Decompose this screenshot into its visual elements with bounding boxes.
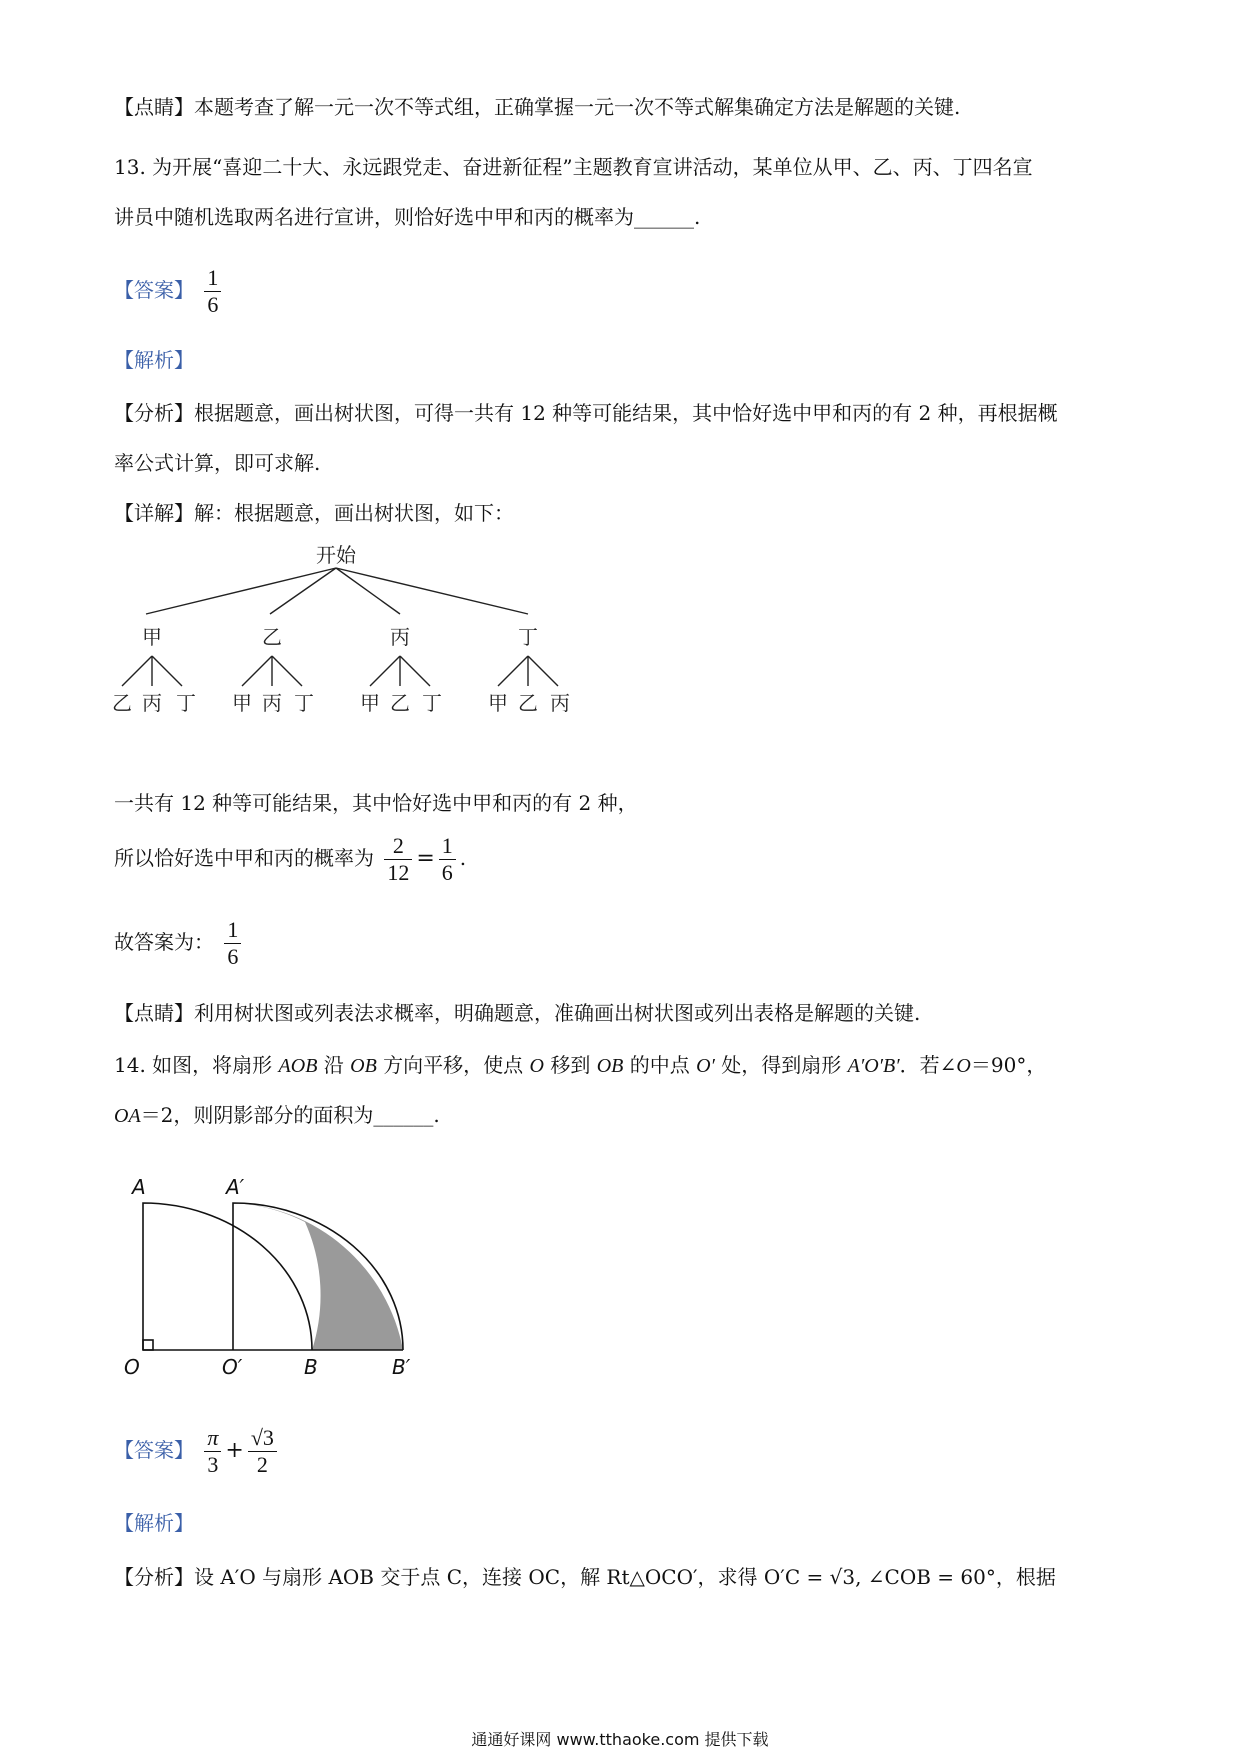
tree-l2: 丁 — [294, 691, 314, 715]
q13-answer-fraction — [204, 265, 221, 318]
detail-text: 解：根据题意，画出树状图，如下： — [194, 501, 514, 525]
footer: 通通好课网 www.tthaoke.com 提供下载 — [471, 1730, 769, 1749]
label-b: B — [304, 1355, 318, 1379]
tag-detail: 【详解】 — [114, 501, 194, 525]
frac-numerator: 1 — [204, 265, 221, 292]
tree-l2: 甲 — [360, 691, 380, 715]
math-o: O — [529, 1055, 544, 1077]
result2-prefix: 所以恰好选中甲和丙的概率为 — [114, 846, 374, 870]
stem-text: 处，得到扇形 — [714, 1053, 848, 1077]
sector-aob — [143, 1203, 312, 1350]
stem-text: ＝2，则阴影部分的面积为______. — [140, 1103, 440, 1127]
tag-answer: 【答案】 — [114, 278, 194, 302]
tree-l1-4: 丁 — [518, 625, 538, 649]
q13-detail-line — [114, 498, 514, 528]
dianjing-line-1 — [114, 92, 960, 122]
tree-l1-2: 乙 — [262, 625, 282, 649]
frac-denominator: 3 — [207, 1452, 219, 1477]
dianjing-text: 利用树状图或列表法求概率，明确题意，准确画出树状图或列出表格是解题的关键. — [194, 1001, 921, 1025]
fenxi-text-1: 根据题意，画出树状图，可得一共有 12 种等可能结果，其中恰好选中甲和丙的有 2 种，再根据概 — [194, 401, 1058, 425]
tree-l1-3: 丙 — [390, 625, 410, 649]
tree-l2: 甲 — [488, 691, 508, 715]
right-angle-mark — [143, 1340, 153, 1350]
frac-denominator: 12 — [387, 860, 410, 885]
math-ob: OB — [350, 1055, 377, 1077]
sector-figure — [110, 1150, 450, 1380]
frac-denominator: 6 — [441, 860, 453, 885]
final-prefix: 故答案为： — [114, 930, 214, 954]
q13-final-answer — [114, 912, 245, 972]
q14-fenxi-line — [114, 1562, 1056, 1592]
tree-l2: 乙 — [518, 691, 538, 715]
frac-denominator: 6 — [227, 944, 239, 969]
q13-fenxi-line-2: 率公式计算，即可求解. — [114, 451, 321, 475]
result2-suffix: . — [459, 846, 467, 870]
dianjing-text: 本题考查了解一元一次不等式组，正确掌握一元一次不等式解集确定方法是解题的关键. — [194, 95, 961, 119]
q13-result-line-1: 一共有 12 种等可能结果，其中恰好选中甲和丙的有 2 种， — [114, 791, 638, 815]
frac-numerator: 1 — [439, 833, 456, 860]
tag-fenxi: 【分析】 — [114, 401, 194, 425]
frac-numerator: 1 — [224, 917, 241, 944]
frac-numerator: √3 — [248, 1425, 277, 1452]
stem-text: 14. 如图，将扇形 — [114, 1053, 279, 1077]
equals-sign: = — [416, 846, 435, 871]
math-oa: OA — [114, 1105, 141, 1127]
stem-text: 移到 — [543, 1053, 597, 1077]
frac-numerator: π — [204, 1425, 221, 1452]
tree-l2: 甲 — [232, 691, 252, 715]
label-a-prime: A′ — [226, 1175, 245, 1199]
fenxi-text: 设 A′O 与扇形 AOB 交于点 C，连接 OC，解 Rt△OCO′，求得 O′C = √3, ∠COB = 60°，根据 — [194, 1565, 1056, 1589]
frac-denominator: 6 — [207, 292, 219, 317]
q14-stem-line-2 — [114, 1100, 440, 1131]
tag-dianjing: 【点睛】 — [114, 95, 194, 119]
q13-result-line-2 — [114, 828, 466, 889]
tree-root: 开始 — [316, 543, 356, 567]
q13-stem-line-1: 13. 为开展“喜迎二十大、永远跟党走、奋进新征程”主题教育宣讲活动，某单位从甲、乙、丙、丁四名宣 — [114, 155, 1033, 179]
tree-l2: 乙 — [390, 691, 410, 715]
tree-l2: 丙 — [142, 691, 162, 715]
tree-l2: 丁 — [176, 691, 196, 715]
fraction-2-12 — [384, 833, 412, 886]
tag-answer: 【答案】 — [114, 1438, 194, 1462]
q14-analysis-tag: 【解析】 — [114, 1511, 194, 1535]
stem-text: ．若∠ — [899, 1053, 957, 1077]
plus-sign: + — [225, 1438, 244, 1463]
label-b-prime: B′ — [392, 1355, 411, 1379]
tree-l2: 乙 — [112, 691, 132, 715]
q13-dianjing-line — [114, 998, 920, 1028]
math-aob: AOB — [278, 1055, 318, 1077]
stem-text: ＝90°， — [970, 1053, 1047, 1077]
frac-denominator: 2 — [256, 1452, 268, 1477]
math-aob-prime: A′O′B′ — [847, 1055, 900, 1077]
stem-text: 沿 — [317, 1053, 351, 1077]
stem-text: 方向平移，使点 — [376, 1053, 530, 1077]
tag-fenxi: 【分析】 — [114, 1565, 194, 1589]
answer-fraction-pi — [204, 1425, 221, 1478]
math-o-prime: O′ — [696, 1055, 715, 1077]
tree-l2: 丙 — [262, 691, 282, 715]
tag-dianjing: 【点睛】 — [114, 1001, 194, 1025]
q13-answer — [114, 262, 225, 318]
q13-analysis-tag: 【解析】 — [114, 348, 194, 372]
shaded-region — [233, 1203, 403, 1350]
label-o: O — [124, 1355, 140, 1379]
fraction-1-6 — [439, 833, 456, 886]
frac-numerator: 2 — [384, 833, 412, 860]
tree-l2: 丙 — [550, 691, 570, 715]
tree-diagram — [100, 540, 620, 720]
stem-text: 的中点 — [623, 1053, 697, 1077]
q14-answer — [114, 1418, 281, 1483]
q14-stem-line-1 — [114, 1050, 1046, 1081]
label-a: A — [132, 1175, 146, 1199]
final-fraction — [224, 917, 241, 970]
answer-fraction-sqrt3 — [248, 1425, 277, 1478]
tree-l2: 丁 — [422, 691, 442, 715]
label-o-prime: O′ — [222, 1355, 243, 1379]
math-ob: OB — [596, 1055, 624, 1077]
q13-fenxi-line-1 — [114, 398, 1058, 428]
q13-stem-line-2: 讲员中随机选取两名进行宣讲，则恰好选中甲和丙的概率为______. — [114, 205, 701, 229]
tree-l1-1: 甲 — [142, 625, 162, 649]
math-o: O — [956, 1055, 971, 1077]
